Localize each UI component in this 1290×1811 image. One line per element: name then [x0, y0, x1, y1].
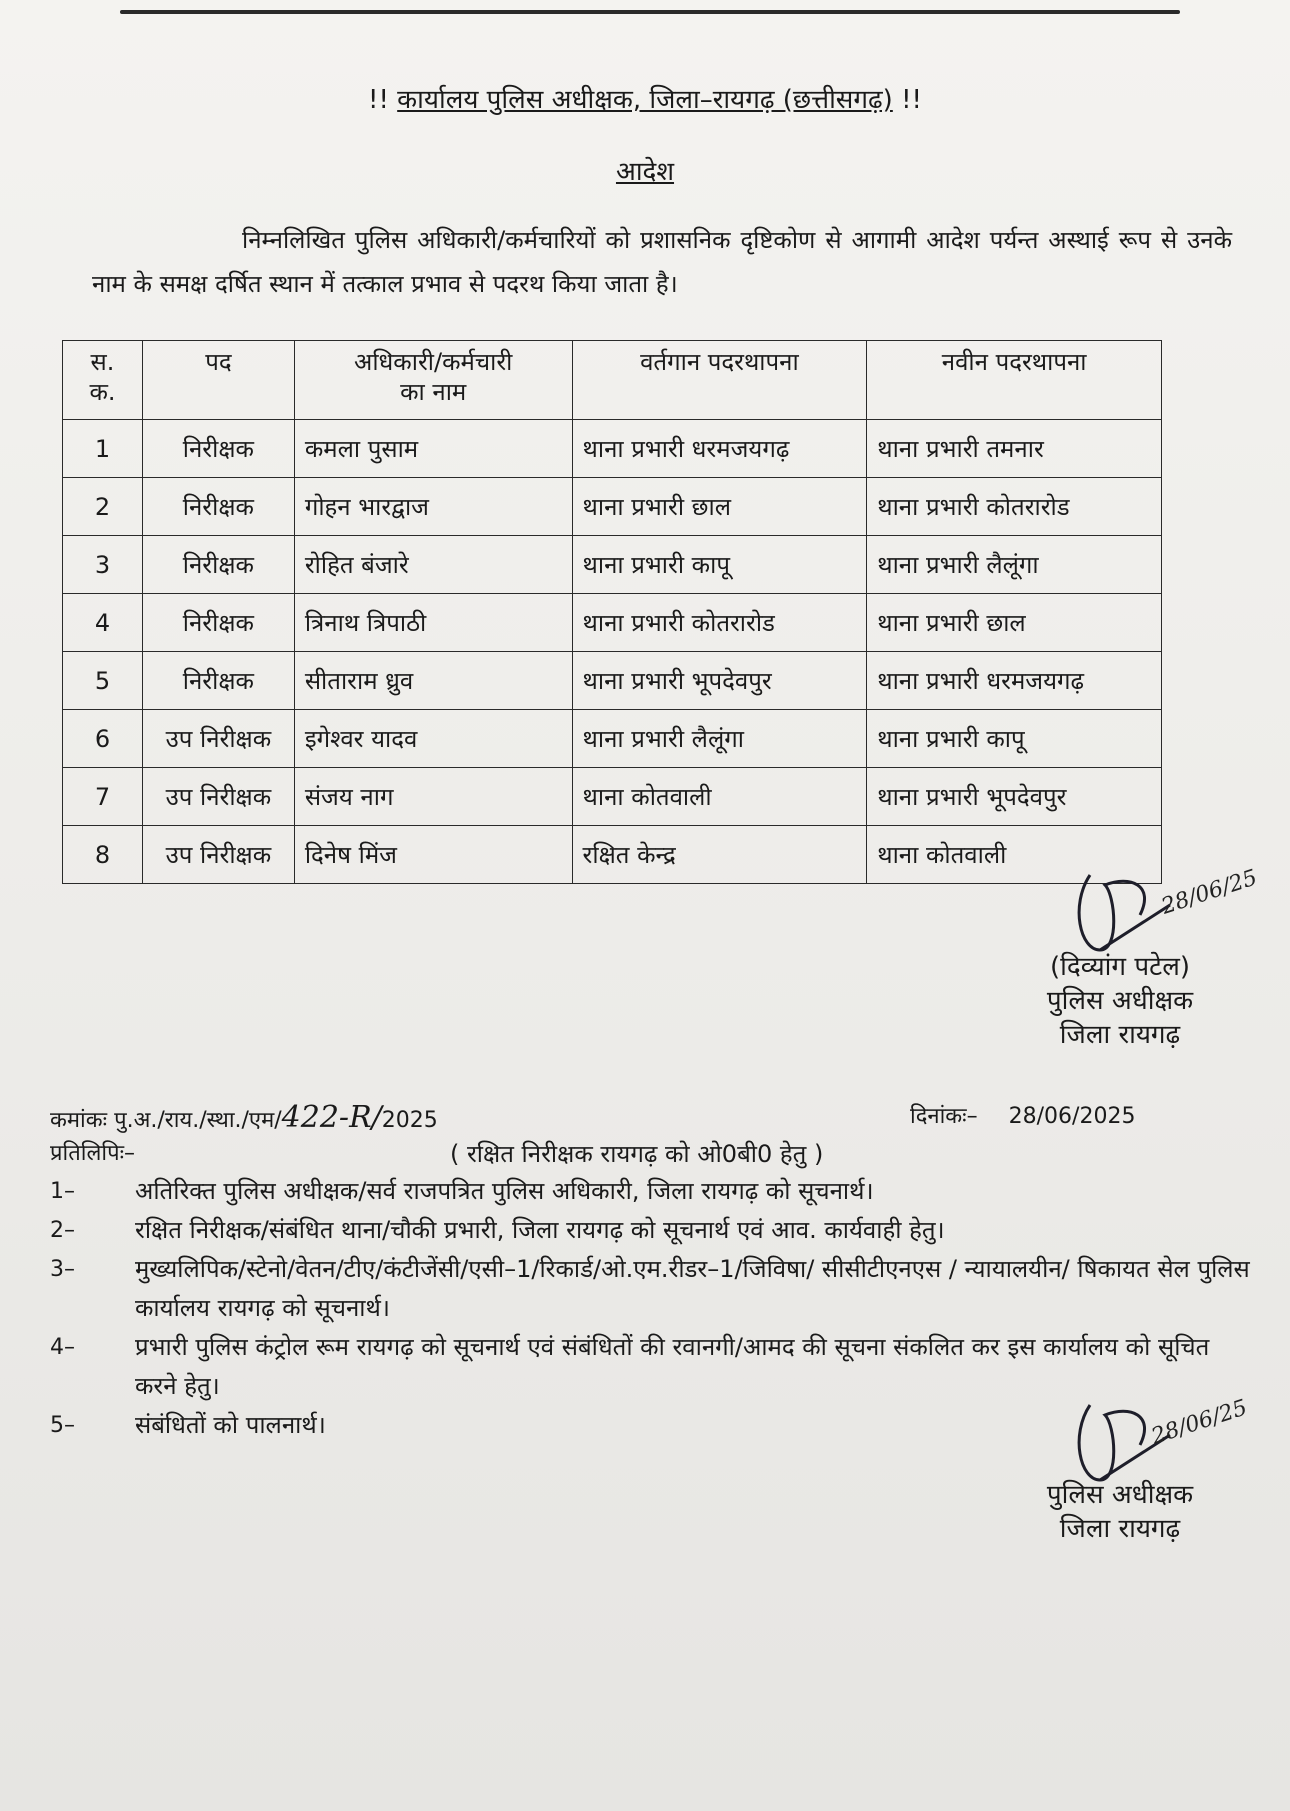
handwritten-reference-no: 422-R/ — [281, 1100, 382, 1135]
cell-post: उप निरीक्षक — [142, 768, 294, 826]
cell-name: त्रिनाथ त्रिपाठी — [294, 594, 572, 652]
cell-new: थाना प्रभारी लैलूंगा — [867, 536, 1162, 594]
date-label: दिनांकः– — [910, 1104, 978, 1129]
cell-name: रोहित बंजारे — [294, 536, 572, 594]
header-current-posting: वर्तगान पदरथापना — [572, 341, 867, 420]
cell-name: संजय नाग — [294, 768, 572, 826]
cell-sno: 2 — [63, 478, 143, 536]
reference-number — [50, 1100, 438, 1135]
cell-name: इगेश्वर यादव — [294, 710, 572, 768]
copy-label: प्रतिलिपिः– — [50, 1141, 136, 1166]
heading-mark-right: !! — [901, 85, 922, 115]
table-header-row — [63, 341, 1162, 420]
reference-prefix: कमांकः पु.अ./राय./स्था./एम/ — [50, 1108, 282, 1133]
cell-current: थाना प्रभारी धरमजयगढ़ — [572, 420, 867, 478]
intro-paragraph — [92, 218, 1232, 306]
date-value: 28/06/2025 — [1008, 1104, 1136, 1129]
cell-sno: 8 — [63, 826, 143, 884]
table-row — [63, 710, 1162, 768]
cell-post: उप निरीक्षक — [142, 710, 294, 768]
cell-current: थाना प्रभारी कापू — [572, 536, 867, 594]
heading-mark-left: !! — [368, 85, 389, 115]
cell-new: थाना प्रभारी कोतरारोड — [867, 478, 1162, 536]
cell-sno: 6 — [63, 710, 143, 768]
table-row — [63, 536, 1162, 594]
office-heading — [0, 80, 1290, 116]
cell-post: उप निरीक्षक — [142, 826, 294, 884]
cell-post: निरीक्षक — [142, 536, 294, 594]
cell-current: थाना कोतवाली — [572, 768, 867, 826]
table-row — [63, 478, 1162, 536]
list-item: 3– मुख्यलिपिक/स्टेनो/वेतन/टीए/कंटीजेंसी/एसी–1/रिकार्ड/ओ.एम.रीडर–1/जिविषा/ सीसीटीएनएस / न्यायालयीन/ षिकायत सेल पुलिस कार्यालय रायगढ़ को सूचनार्थ। — [50, 1255, 1250, 1322]
header-name: अधिकारी/कर्मचारी का नाम — [294, 341, 572, 420]
reference-year: 2025 — [381, 1108, 438, 1133]
office-name: कार्यालय पुलिस अधीक्षक, जिला–रायगढ़ (छत्तीसगढ़) — [397, 85, 893, 115]
cell-new: थाना प्रभारी कापू — [867, 710, 1162, 768]
cell-new: थाना प्रभारी छाल — [867, 594, 1162, 652]
order-title: आदेश — [615, 157, 675, 187]
handwritten-date-2: 28/06/25 — [1148, 1395, 1251, 1450]
cell-new: थाना प्रभारी तमनार — [867, 420, 1162, 478]
cell-post: निरीक्षक — [142, 652, 294, 710]
header-post: पद — [142, 341, 294, 420]
cell-name: सीताराम ध्रुव — [294, 652, 572, 710]
copy-note: ( रक्षित निरीक्षक रायगढ़ को ओ0बी0 हेतु ) — [450, 1140, 824, 1168]
reference-date — [910, 1100, 1135, 1130]
header-new-posting: नवीन पदरथापना — [867, 341, 1162, 420]
cell-sno: 3 — [63, 536, 143, 594]
cell-post: निरीक्षक — [142, 594, 294, 652]
list-item: 1– अतिरिक्त पुलिस अधीक्षक/सर्व राजपत्रित पुलिस अधिकारी, जिला रायगढ़ को सूचनार्थ। — [50, 1177, 874, 1205]
cell-new: थाना कोतवाली — [867, 826, 1162, 884]
cell-sno: 4 — [63, 594, 143, 652]
cell-current: रक्षित केन्द्र — [572, 826, 867, 884]
table-row — [63, 594, 1162, 652]
officer-designation: पुलिस अधीक्षक — [1046, 986, 1194, 1016]
cell-name: दिनेष मिंज — [294, 826, 572, 884]
cell-current: थाना प्रभारी कोतरारोड — [572, 594, 867, 652]
intro-text: निम्नलिखित पुलिस अधिकारी/कर्मचारियों को प्रशासनिक दृष्टिकोण से आगामी आदेश पर्यन्त अस्थाई रूप से उनके नाम के समक्ष दर्षित स्थान में तत्काल प्रभाव से पदरथ किया जाता है। — [92, 226, 1232, 298]
table-row — [63, 826, 1162, 884]
cell-sno: 1 — [63, 420, 143, 478]
signature-block-1 — [1010, 950, 1230, 1052]
cell-current: थाना प्रभारी छाल — [572, 478, 867, 536]
list-item: 4– प्रभारी पुलिस कंट्रोल रूम रायगढ़ को सूचनार्थ एवं संबंधितों की रवानगी/आमद की सूचना संकलित कर इस कार्यालय को सूचित करने हेतु। — [50, 1333, 1210, 1400]
cell-new: थाना प्रभारी भूपदेवपुर — [867, 768, 1162, 826]
table-row — [63, 768, 1162, 826]
table-row — [63, 420, 1162, 478]
top-border-line — [120, 10, 1180, 14]
cell-sno: 5 — [63, 652, 143, 710]
signature-block-2 — [1010, 1478, 1230, 1546]
cell-sno: 7 — [63, 768, 143, 826]
cell-current: थाना प्रभारी लैलूंगा — [572, 710, 867, 768]
table-row — [63, 652, 1162, 710]
handwritten-date-1: 28/06/25 — [1158, 865, 1261, 920]
cell-new: थाना प्रभारी धरमजयगढ़ — [867, 652, 1162, 710]
list-item: 5– संबंधितों को पालनार्थ। — [50, 1411, 326, 1439]
cell-name: गोहन भारद्वाज — [294, 478, 572, 536]
officer-designation-2: पुलिस अधीक्षक — [1046, 1480, 1194, 1510]
cell-post: निरीक्षक — [142, 478, 294, 536]
header-sno: स. क. — [63, 341, 143, 420]
cell-current: थाना प्रभारी भूपदेवपुर — [572, 652, 867, 710]
cell-name: कमला पुसाम — [294, 420, 572, 478]
cell-post: निरीक्षक — [142, 420, 294, 478]
list-item: 2– रक्षित निरीक्षक/संबंधित थाना/चौकी प्रभारी, जिला रायगढ़ को सूचनार्थ एवं आव. कार्यवाही हेतु। — [50, 1216, 945, 1244]
transfer-table — [62, 340, 1162, 884]
officer-district-2: जिला रायगढ़ — [1059, 1514, 1181, 1544]
officer-district: जिला रायगढ़ — [1059, 1020, 1181, 1050]
officer-name: (दिव्यांग पटेल) — [1050, 952, 1190, 982]
